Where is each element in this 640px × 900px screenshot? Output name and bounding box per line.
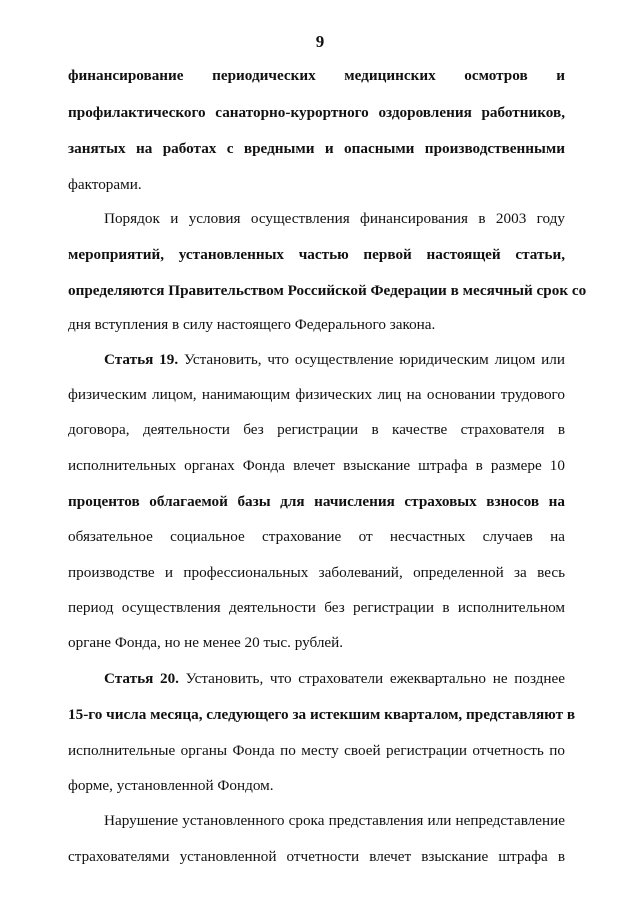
- text-line: профилактического санаторно-курортного оздоровления работников,: [68, 104, 565, 121]
- text-line: обязательное социальное страхование от несчастных случаев на: [68, 528, 565, 545]
- text-line: определяются Правительством Российской Федерации в месячный срок со: [68, 282, 587, 299]
- text-line: Порядок и условия осуществления финансирования в 2003 году: [104, 210, 565, 227]
- text-line: органе Фонда, но не менее 20 тыс. рублей.: [68, 634, 344, 651]
- page-number: 9: [315, 32, 325, 51]
- text-line: производстве и профессиональных заболеваний, определенной за весь: [68, 564, 565, 581]
- text-line: исполнительные органы Фонда по месту своей регистрации отчетность по: [68, 742, 565, 759]
- text-line: период осуществления деятельности без регистрации в исполнительном: [68, 599, 565, 616]
- text-line: страхователями установленной отчетности влечет взыскание штрафа в: [68, 848, 565, 865]
- article-19-heading: Статья 19.: [104, 351, 179, 368]
- text-line: Нарушение установленного срока представления или непредставление: [104, 812, 565, 829]
- text-line: мероприятий, установленных частью первой настоящей статьи,: [68, 246, 565, 263]
- text-line: 15-го числа месяца, следующего за истекшим кварталом, представляют в: [68, 706, 576, 723]
- text-line: физическим лицом, нанимающим физических лиц на основании трудового: [68, 386, 565, 403]
- text-line: Установить, что страхователи ежеквартально не позднее: [185, 670, 566, 687]
- text-line: факторами.: [68, 176, 142, 193]
- text-line: финансирование периодических медицинских осмотров и: [68, 67, 565, 84]
- text-line: процентов облагаемой базы для начисления страховых взносов на: [68, 493, 565, 510]
- text-line: Установить, что осуществление юридическим лицом или: [183, 351, 565, 368]
- article-20-heading: Статья 20.: [104, 670, 179, 687]
- text-line: договора, деятельности без регистрации в качестве страхователя в: [68, 421, 565, 438]
- article-19-first-line: [104, 350, 565, 370]
- text-line: форме, установленной Фондом.: [68, 777, 274, 794]
- text-line: исполнительных органах Фонда влечет взыскание штрафа в размере 10: [68, 457, 565, 474]
- text-line: занятых на работах с вредными и опасными производственными: [68, 140, 565, 157]
- article-20-first-line: [104, 669, 565, 689]
- text-line: дня вступления в силу настоящего Федерального закона.: [68, 316, 436, 333]
